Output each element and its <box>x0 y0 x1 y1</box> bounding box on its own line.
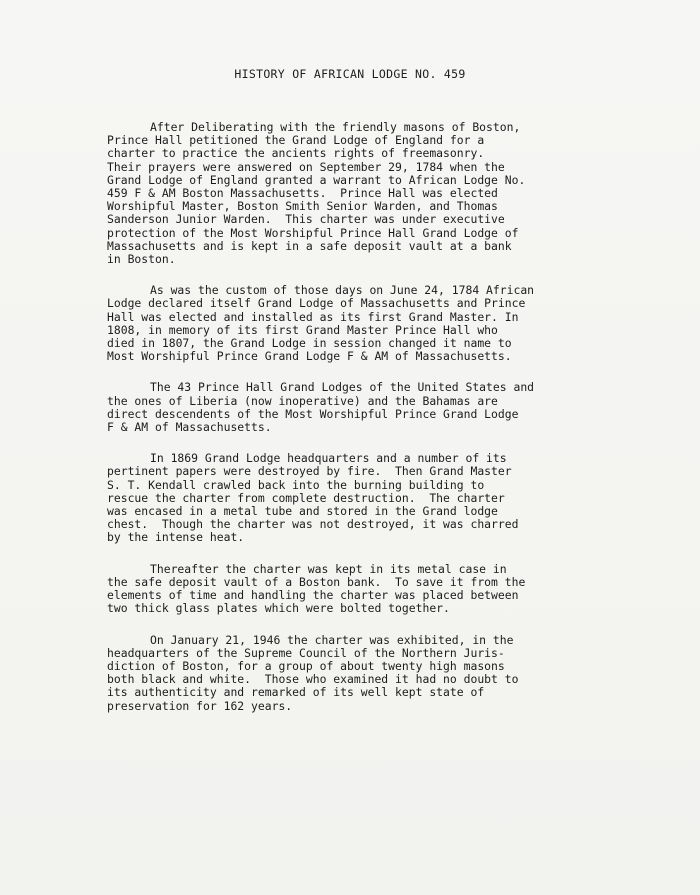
text-line: charter to practice the ancients rights of freemasonry. <box>107 146 485 161</box>
text-line: After Deliberating with the friendly masons of Boston, <box>150 120 521 134</box>
text-line: died in 1807, the Grand Lodge in session changed it name to <box>107 336 512 351</box>
text-line: Worshipful Master, Boston Smith Senior Warden, and Thomas <box>107 199 498 214</box>
document-body <box>107 121 607 731</box>
text-line: its authenticity and remarked of its well kept state of <box>107 685 485 700</box>
paragraph-6 <box>107 634 607 713</box>
text-line: headquarters of the Supreme Council of the Northern Juris- <box>107 645 505 660</box>
paragraph-4 <box>107 452 607 544</box>
text-line: Most Worshipful Prince Grand Lodge F & AM of Massachusetts. <box>107 349 512 364</box>
text-line: In 1869 Grand Lodge headquarters and a number of its <box>150 451 507 466</box>
text-line: two thick glass plates which were bolted together. <box>107 601 450 616</box>
text-line: chest. Though the charter was not destroyed, it was charred <box>107 517 519 532</box>
text-line: protection of the Most Worshipful Prince Hall Grand Lodge of <box>107 225 519 240</box>
paragraph-5 <box>107 563 607 616</box>
text-line: 459 F & AM Boston Massachusetts. Prince Hall was elected <box>107 186 498 201</box>
text-line: As was the custom of those days on June 24, 1784 African <box>150 283 535 298</box>
text-line: in Boston. <box>107 252 176 267</box>
text-line: direct descendents of the Most Worshipful Prince Grand Lodge <box>107 406 519 421</box>
text-line: by the intense heat. <box>107 530 245 545</box>
text-line: pertinent papers were destroyed by fire. Then Grand Master <box>107 464 512 479</box>
document-title: HISTORY OF AFRICAN LODGE NO. 459 <box>234 67 466 81</box>
text-line: elements of time and handling the charter was placed between <box>107 588 519 603</box>
paragraph-3 <box>107 381 607 434</box>
paragraph-2 <box>107 284 607 363</box>
text-line: Lodge declared itself Grand Lodge of Massachusetts and Prince <box>107 296 526 311</box>
text-line: 1808, in memory of its first Grand Master Prince Hall who <box>107 322 498 337</box>
text-line: Prince Hall petitioned the Grand Lodge of England for a <box>107 133 485 148</box>
text-line: the safe deposit vault of a Boston bank. To save it from the <box>107 574 526 589</box>
text-line: Massachusetts and is kept in a safe deposit vault at a bank <box>107 238 512 253</box>
text-line: rescue the charter from complete destruction. The charter <box>107 490 505 505</box>
text-line: F & AM of Massachusetts. <box>107 420 272 435</box>
text-line: the ones of Liberia (now inoperative) and the Bahamas are <box>107 393 498 408</box>
text-line: both black and white. Those who examined it had no doubt to <box>107 672 519 687</box>
text-line: Hall was elected and installed as its first Grand Master. In <box>107 309 519 324</box>
text-line: The 43 Prince Hall Grand Lodges of the United States and <box>150 380 535 395</box>
text-line: preservation for 162 years. <box>107 698 293 713</box>
text-line: Their prayers were answered on September 29, 1784 when the <box>107 159 505 174</box>
text-line: On January 21, 1946 the charter was exhibited, in the <box>150 632 514 647</box>
text-line: S. T. Kendall crawled back into the burning building to <box>107 477 485 492</box>
text-line: Thereafter the charter was kept in its metal case in <box>150 561 507 576</box>
text-line: Sanderson Junior Warden. This charter was under executive <box>107 212 505 227</box>
text-line: diction of Boston, for a group of about twenty high masons <box>107 658 505 673</box>
text-line: was encased in a metal tube and stored in the Grand lodge <box>107 504 498 519</box>
paragraph-1 <box>107 121 607 266</box>
text-line: Grand Lodge of England granted a warrant to African Lodge No. <box>107 172 526 187</box>
